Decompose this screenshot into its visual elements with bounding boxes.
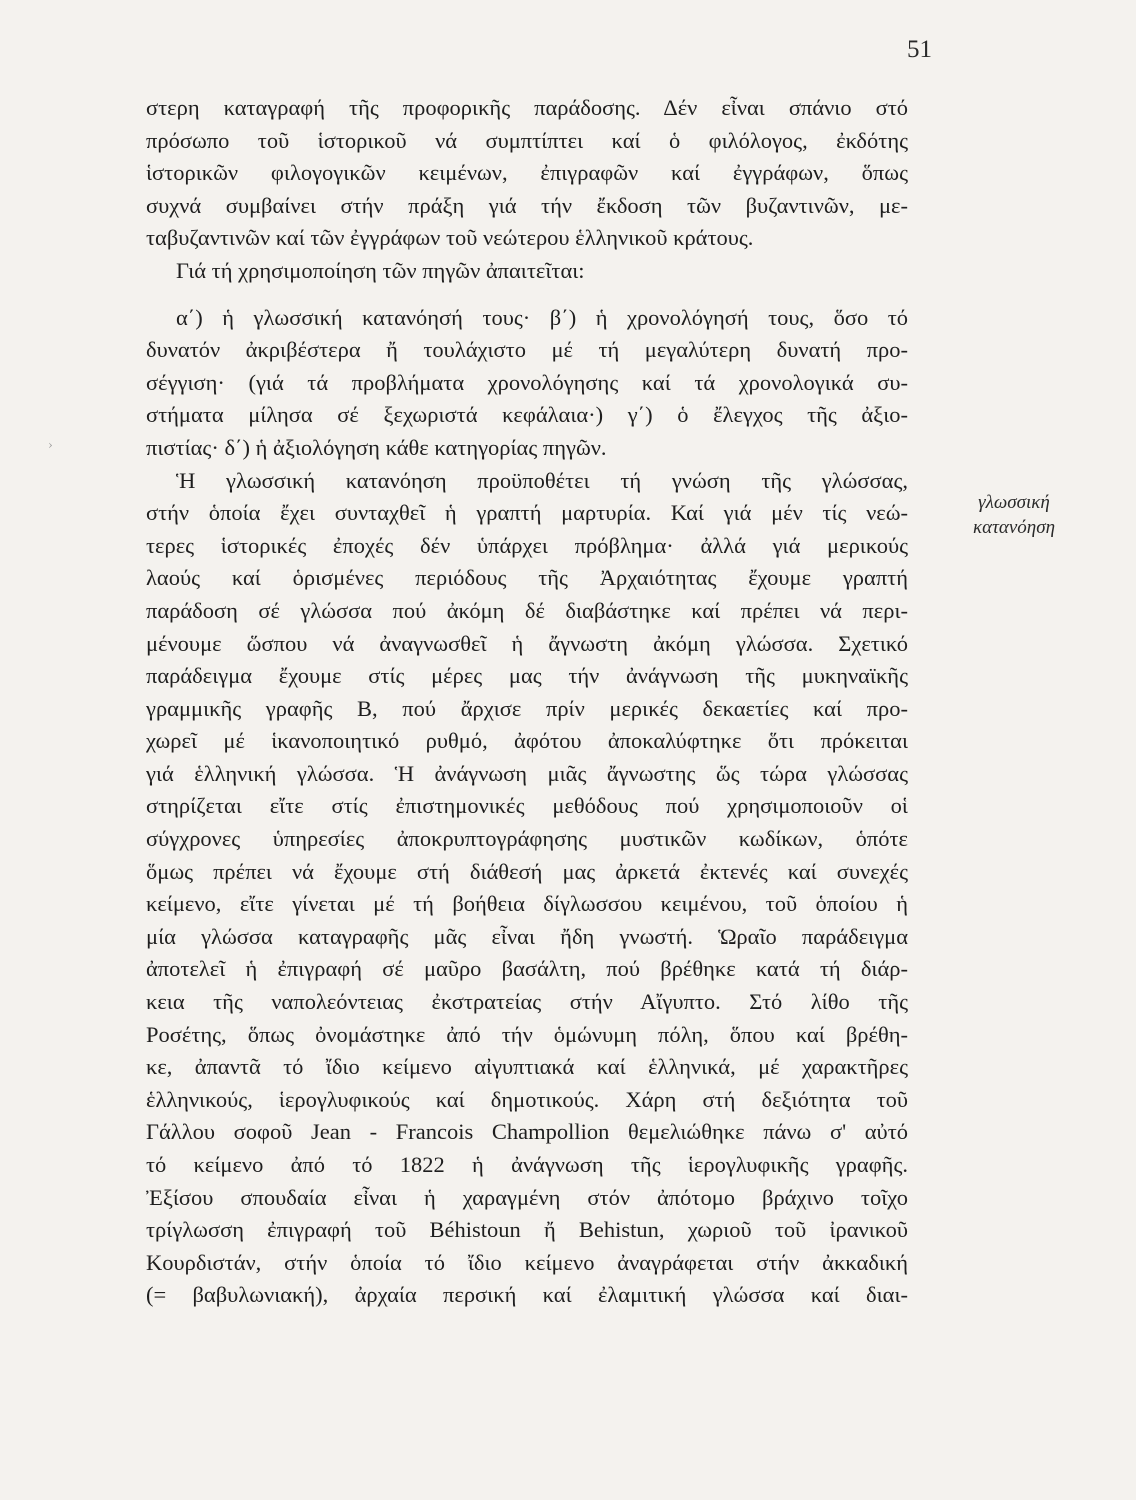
text-line: στερη καταγραφή τῆς προφορικῆς παράδοσης. Δέν εἶναι σπάνιο στό (146, 95, 908, 120)
text-line: παράδοση σέ γλώσσα πού ἀκόμη δέ διαβάστηκε καί πρέπει νά περι- (146, 597, 908, 623)
text-line: σύγχρονες ὑπηρεσίες ἀποκρυπτογράφησης μυστικῶν κωδίκων, ὁπότε (146, 826, 908, 852)
text-line: γραμμικῆς γραφῆς Β, πού ἄρχισε πρίν μερικές δεκαετίες καί προ- (146, 695, 908, 721)
page-number: 51 (907, 36, 932, 63)
text-line: Ἡ γλωσσική κατανόηση προϋποθέτει τή γνώση τῆς γλώσσας, (176, 467, 908, 493)
margin-mark: › (48, 438, 53, 452)
text-line: στηρίζεται εἴτε στίς ἐπιστημονικές μεθόδους πού χρησιμοποιοῦν οἱ (146, 793, 908, 819)
text-line: Ροσέτης, ὅπως ὀνομάστηκε ἀπό τήν ὁμώνυμη πόλη, ὅπου καί βρέθη- (146, 1021, 908, 1047)
text-line: (= βαβυλωνιακή), ἀρχαία περσική καί ἐλαμιτική γλώσσα καί διαι- (146, 1282, 908, 1308)
paragraph-1 (146, 92, 908, 255)
margin-note-line: κατανόηση (972, 517, 1056, 538)
margin-note (944, 490, 1084, 540)
text-line: μένουμε ὥσπου νά ἀναγνωσθεῖ ἡ ἄγνωστη ἀκόμη γλώσσα. Σχετικό (146, 630, 908, 656)
text-line: κείμενο, εἴτε γίνεται μέ τή βοήθεια δίγλωσσου κειμένου, τοῦ ὁποίου ἡ (146, 891, 908, 917)
text-line: ταβυζαντινῶν καί τῶν ἐγγράφων τοῦ νεώτερου ἑλληνικοῦ κράτους. (146, 225, 754, 251)
text-line: κε, ἀπαντᾶ τό ἴδιο κείμενο αἰγυπτιακά καί ἑλληνικά, μέ χαρακτῆρες (146, 1054, 908, 1080)
text-line: τρίγλωσση ἐπιγραφή τοῦ Béhistoun ἤ Behistun, χωριοῦ τοῦ ἰρανικοῦ (146, 1217, 908, 1243)
text-line: χωρεῖ μέ ἱκανοποιητικό ρυθμό, ἀφότου ἀποκαλύφτηκε ὅτι πρόκειται (146, 728, 908, 754)
text-line: α΄) ἡ γλωσσική κατανόησή τους· β΄) ἡ χρονολόγησή τους, ὅσο τό (176, 304, 908, 330)
text-line: ὅμως πρέπει νά ἔχουμε στή διάθεσή μας ἀρκετά ἐκτενές καί συνεχές (146, 858, 908, 884)
paragraph-2 (146, 255, 908, 288)
text-line: Γάλλου σοφοῦ Jean - Francois Champollion θεμελιώθηκε πάνω σ' αὐτό (146, 1119, 908, 1145)
text-line: σέγγιση· (γιά τά προβλήματα χρονολόγησης καί τά χρονολογικά συ- (146, 369, 908, 395)
text-line: τερες ἱστορικές ἐποχές δέν ὑπάρχει πρόβλημα· ἀλλά γιά μερικούς (146, 532, 908, 558)
text-line: δυνατόν ἀκριβέστερα ἤ τουλάχιστο μέ τή μεγαλύτερη δυνατή προ- (146, 337, 908, 363)
text-line: λαούς καί ὁρισμένες περιόδους τῆς Ἀρχαιότητας ἔχουμε γραπτή (146, 565, 908, 591)
text-line: πρόσωπο τοῦ ἱστορικοῦ νά συμπτίπτει καί ὁ φιλόλογος, ἐκδότης (146, 127, 908, 153)
text-line: τό κείμενο ἀπό τό 1822 ἡ ἀνάγνωση τῆς ἱερογλυφικῆς γραφῆς. (146, 1152, 908, 1177)
margin-note-line: γλωσσική (978, 492, 1050, 513)
text-line: ἱστορικῶν φιλογογικῶν κειμένων, ἐπιγραφῶν καί ἐγγράφων, ὅπως (146, 160, 908, 186)
text-line: πιστίας· δ΄) ἡ ἀξιολόγηση κάθε κατηγορίας πηγῶν. (146, 434, 607, 460)
text-line: Ἐξίσου σπουδαία εἶναι ἡ χαραγμένη στόν ἀπότομο βράχινο τοῖχο (146, 1184, 908, 1210)
paragraph-3 (146, 302, 908, 465)
text-line: ἑλληνικούς, ἱερογλυφικούς καί δημοτικούς. Χάρη στή δεξιότητα τοῦ (146, 1086, 908, 1112)
text-line: γιά ἑλληνική γλώσσα. Ἡ ἀνάγνωση μιᾶς ἄγνωστης ὥς τώρα γλώσσας (146, 760, 908, 786)
text-line: ἀποτελεῖ ἡ ἐπιγραφή σέ μαῦρο βασάλτη, πού βρέθηκε κατά τή διάρ- (146, 956, 908, 982)
paragraph-4 (146, 465, 908, 1312)
text-line: συχνά συμβαίνει στήν πράξη γιά τήν ἔκδοση τῶν βυζαντινῶν, με- (146, 192, 908, 218)
text-line: παράδειγμα ἔχουμε στίς μέρες μας τήν ἀνάγνωση τῆς μυκηναϊκῆς (146, 663, 908, 689)
paragraph-gap (146, 288, 908, 302)
text-line: στήματα μίλησα σέ ξεχωριστά κεφάλαια·) γ΄) ὁ ἔλεγχος τῆς ἀξιο- (146, 402, 908, 428)
text-line: μία γλώσσα καταγραφῆς μᾶς εἶναι ἤδη γνωστή. Ὡραῖο παράδειγμα (146, 923, 908, 949)
text-line: Κουρδιστάν, στήν ὁποία τό ἴδιο κείμενο ἀναγράφεται στήν ἀκκαδική (146, 1249, 908, 1275)
body-text (146, 92, 908, 1312)
text-line: κεια τῆς ναπολεόντειας ἐκστρατείας στήν Αἴγυπτο. Στό λίθο τῆς (146, 989, 908, 1015)
text-line: στήν ὁποία ἔχει συνταχθεῖ ἡ γραπτή μαρτυρία. Καί γιά μέν τίς νεώ- (146, 500, 908, 526)
text-line: Γιά τή χρησιμοποίηση τῶν πηγῶν ἀπαιτεῖται: (176, 257, 585, 283)
